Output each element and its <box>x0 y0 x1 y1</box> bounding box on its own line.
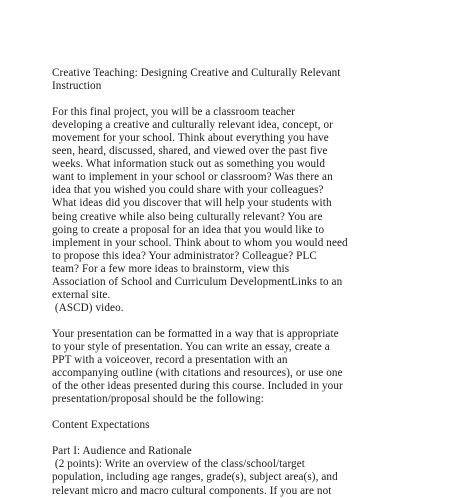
paragraph-line: For this final project, you will be a classroom teacher <box>52 106 296 119</box>
paragraph-line: to propose this idea? Your administrator? Colleague? PLC <box>52 249 317 262</box>
section-subheading: Part I: Audience and Rationale <box>52 445 192 458</box>
paragraph-line: want to implement in your school or classroom? Was there an <box>52 171 333 184</box>
paragraph-line: developing a creative and culturally relevant idea, concept, or <box>52 119 333 132</box>
paragraph-line: (2 points): Write an overview of the class/school/target <box>52 458 305 471</box>
paragraph-line: What ideas did you discover that will help your students with <box>52 197 332 210</box>
paragraph-line: to your style of presentation. You can write an essay, create a <box>52 340 330 353</box>
paragraph-line: population, including age ranges, grade(s), subject area(s), and <box>52 471 338 484</box>
document-body <box>52 67 452 498</box>
paragraph-line: idea that you wished you could share with your colleagues? <box>52 184 324 197</box>
paragraph-line: team? For a few more ideas to brainstorm, view this <box>52 262 290 275</box>
paragraph-line: accompanying outline (with citations and resources), or use one <box>52 367 343 380</box>
title-line: Instruction <box>52 80 102 93</box>
part-one-section <box>52 445 452 497</box>
paragraph-line: PPT with a voiceover, record a presentation with an <box>52 354 288 367</box>
paragraph-line: seen, heard, discussed, shared, and viewed over the past five <box>52 145 328 158</box>
paragraph-gap <box>52 432 452 445</box>
paragraph-line: Your presentation can be formatted in a way that is appropriate <box>52 327 339 340</box>
paragraph-line: relevant micro and macro cultural components. If you are not <box>52 484 332 497</box>
paragraph-line: (ASCD) video. <box>52 301 124 314</box>
paragraph-line: movement for your school. Think about everything you have <box>52 132 329 145</box>
paragraph-gap <box>52 406 452 419</box>
paragraph-gap <box>52 315 452 328</box>
paragraph-line: going to create a proposal for an idea that you would like to <box>52 223 325 236</box>
paragraph-line: implement in your school. Think about to whom you would need <box>52 236 348 249</box>
paragraph-line: of the other ideas presented during this course. Included in your <box>52 380 343 393</box>
paragraph-line: external site. <box>52 288 111 301</box>
paragraph-line: weeks. What information stuck out as something you would <box>52 158 326 171</box>
paragraph-line: Association of School and Curriculum DevelopmentLinks to an <box>52 275 343 288</box>
intro-paragraph <box>52 106 452 315</box>
title-line: Creative Teaching: Designing Creative and Culturally Relevant <box>52 67 341 79</box>
paragraph-gap <box>52 93 452 106</box>
format-paragraph <box>52 328 452 406</box>
paragraph-line: presentation/proposal should be the following: <box>52 393 264 406</box>
section-heading: Content Expectations <box>52 419 150 432</box>
document-title <box>52 67 452 93</box>
paragraph-line: being creative while also being culturally relevant? You are <box>52 210 323 223</box>
